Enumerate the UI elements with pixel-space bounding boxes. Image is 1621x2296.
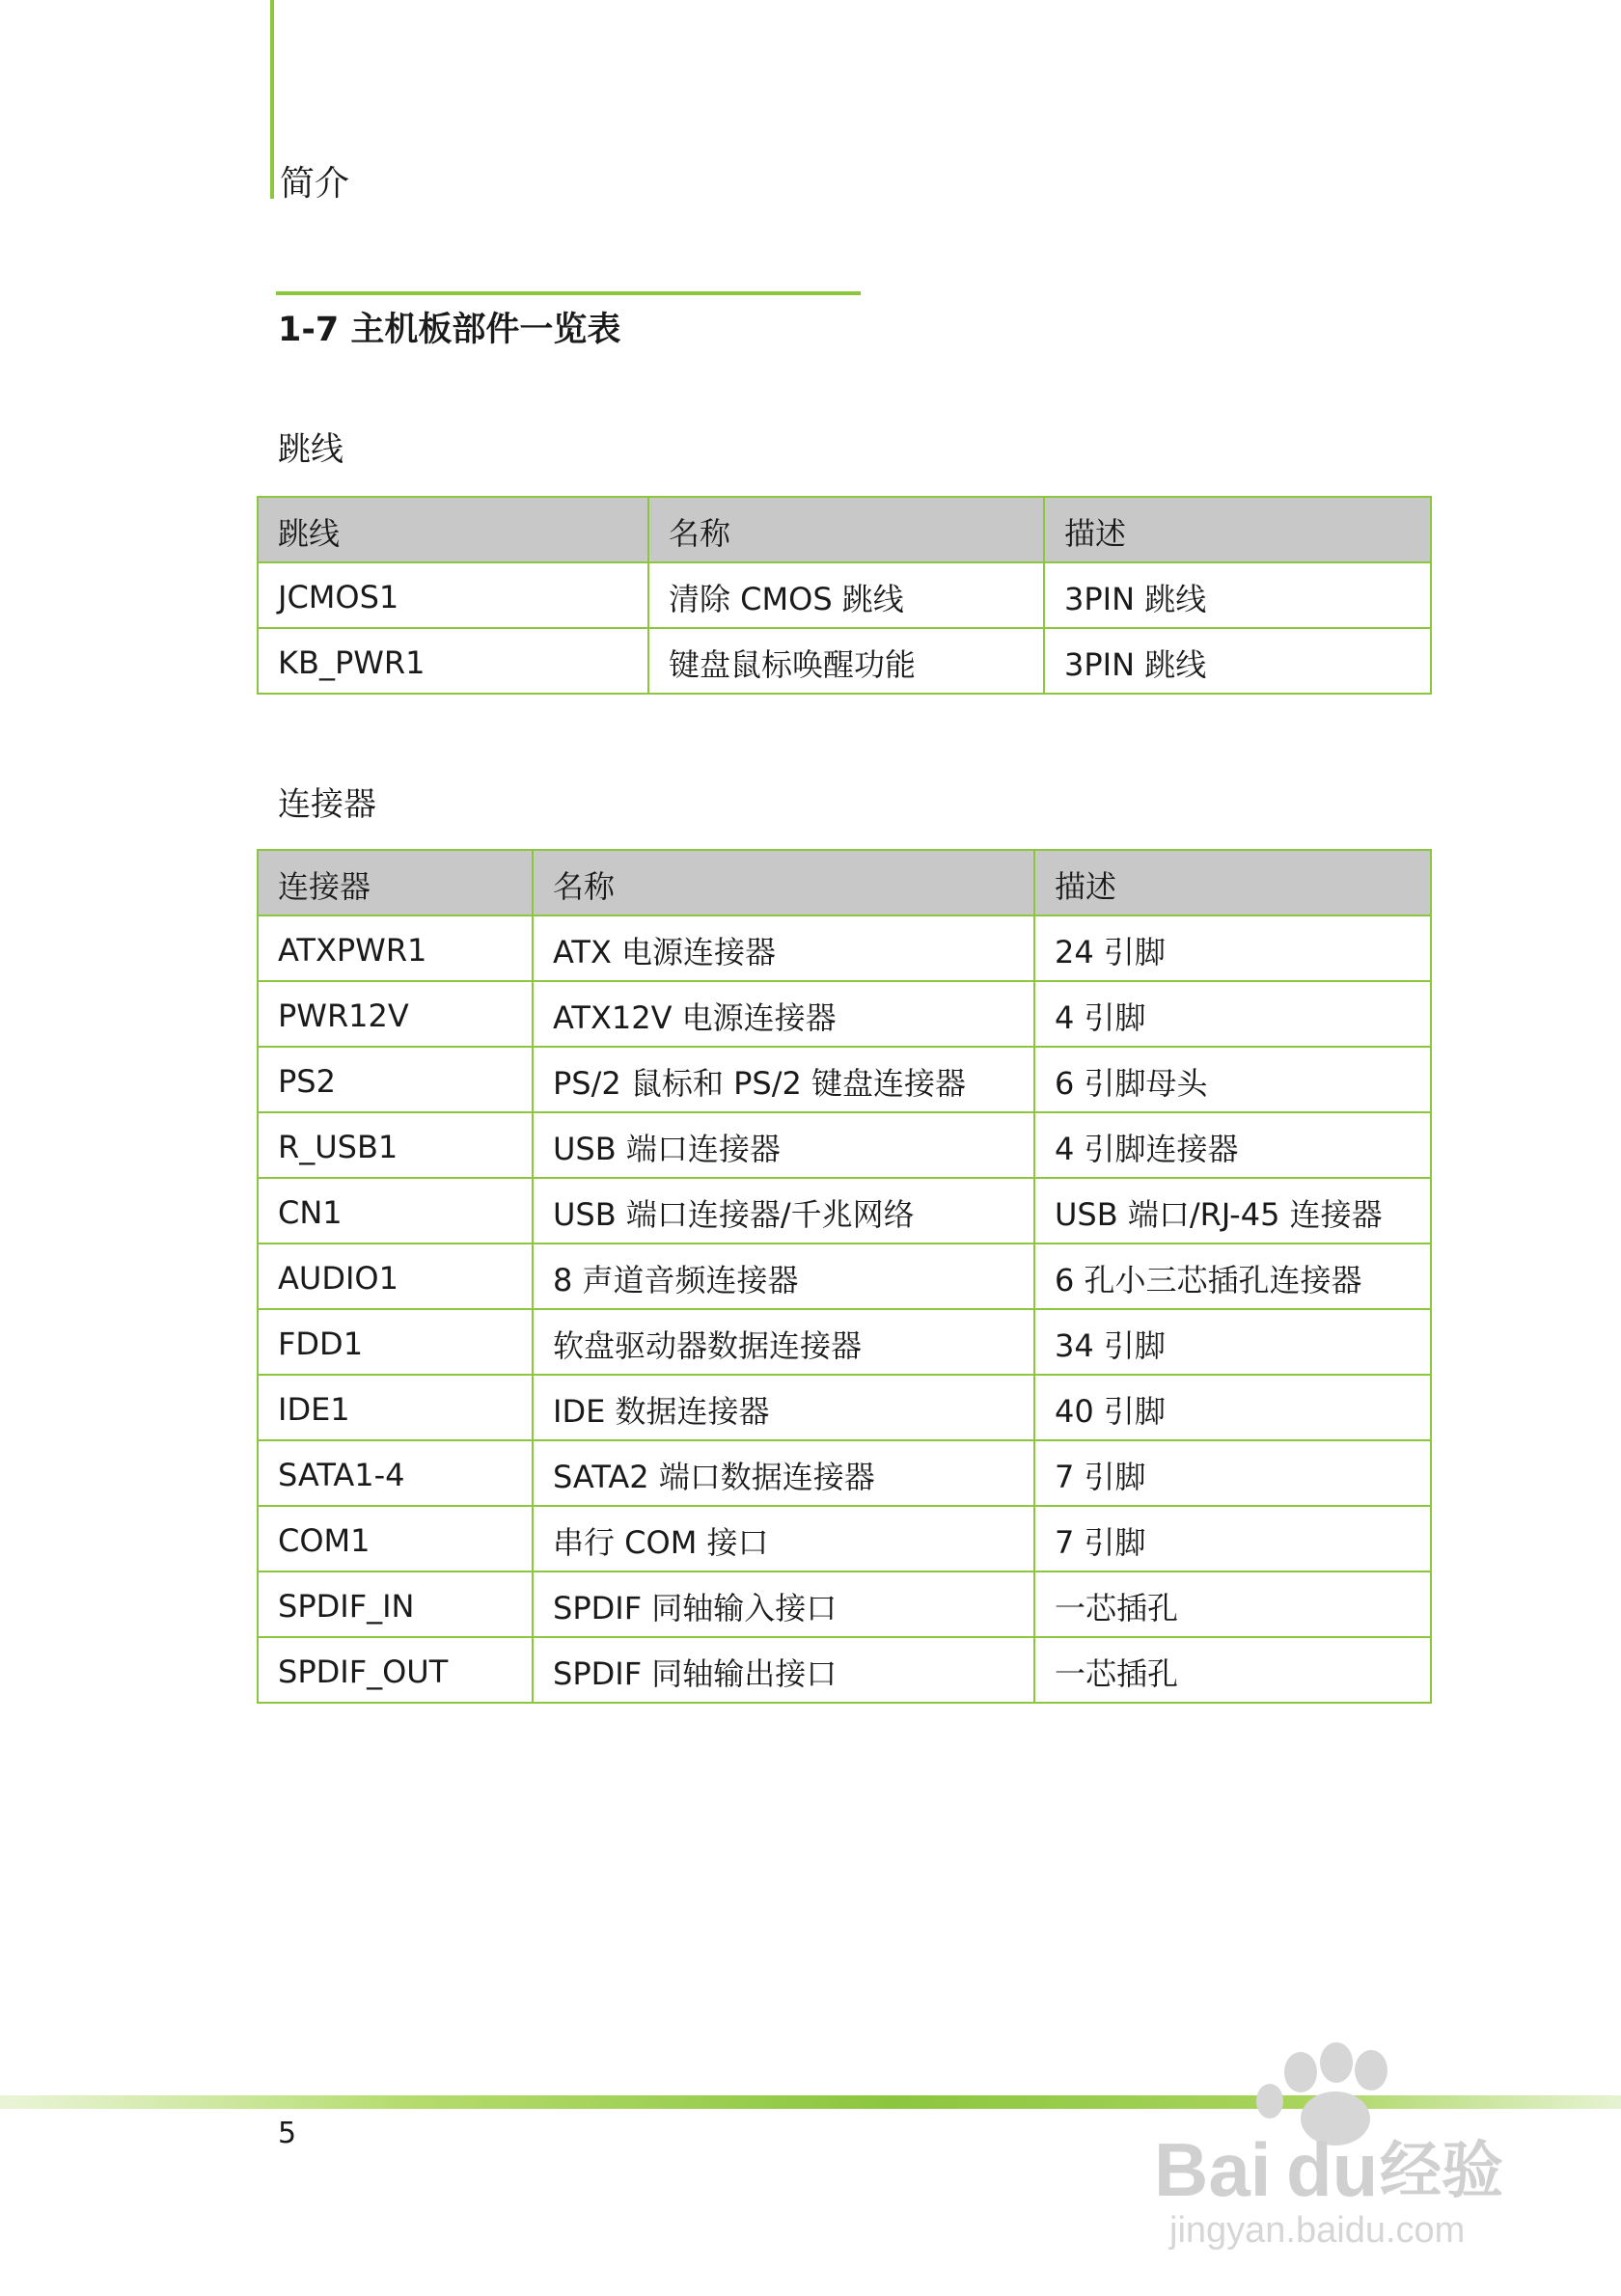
jumpers-table xyxy=(257,496,1432,695)
table-row xyxy=(258,628,1431,694)
table-cell: PS/2 鼠标和 PS/2 键盘连接器 xyxy=(533,1047,1034,1112)
table-cell: USB 端口连接器/千兆网络 xyxy=(533,1178,1034,1244)
table-row xyxy=(258,1637,1431,1703)
table-cell: USB 端口连接器 xyxy=(533,1112,1034,1178)
table-row xyxy=(258,1244,1431,1309)
side-accent-bar xyxy=(270,0,274,199)
table-cell: 24 引脚 xyxy=(1034,916,1431,981)
table-cell: COM1 xyxy=(258,1506,533,1572)
column-header: 描述 xyxy=(1044,497,1431,562)
table-cell: 40 引脚 xyxy=(1034,1375,1431,1440)
table-row xyxy=(258,1112,1431,1178)
table-row xyxy=(258,1309,1431,1375)
table-row xyxy=(258,1178,1431,1244)
table-cell: 一芯插孔 xyxy=(1034,1637,1431,1703)
column-header: 跳线 xyxy=(258,497,648,562)
table-cell: 键盘鼠标唤醒功能 xyxy=(648,628,1044,694)
table-cell: CN1 xyxy=(258,1178,533,1244)
table-cell: ATX 电源连接器 xyxy=(533,916,1034,981)
table-cell: JCMOS1 xyxy=(258,562,648,628)
table-header-row xyxy=(258,497,1431,562)
table-cell: 3PIN 跳线 xyxy=(1044,628,1431,694)
column-header: 名称 xyxy=(533,850,1034,916)
table-cell: 串行 COM 接口 xyxy=(533,1506,1034,1572)
table-cell: IDE1 xyxy=(258,1375,533,1440)
column-header: 名称 xyxy=(648,497,1044,562)
table-row xyxy=(258,1440,1431,1506)
table-cell: 7 引脚 xyxy=(1034,1506,1431,1572)
watermark-brand-suffix: du xyxy=(1286,2127,1379,2212)
column-header: 描述 xyxy=(1034,850,1431,916)
table-cell: 4 引脚连接器 xyxy=(1034,1112,1431,1178)
table-cell: 一芯插孔 xyxy=(1034,1572,1431,1637)
table-cell: ATXPWR1 xyxy=(258,916,533,981)
watermark-product: 经验 xyxy=(1380,2136,1503,2207)
table-cell: 软盘驱动器数据连接器 xyxy=(533,1309,1034,1375)
column-header: 连接器 xyxy=(258,850,533,916)
table-cell: 7 引脚 xyxy=(1034,1440,1431,1506)
table-cell: AUDIO1 xyxy=(258,1244,533,1309)
jumpers-heading: 跳线 xyxy=(278,430,343,469)
table-cell: FDD1 xyxy=(258,1309,533,1375)
table-cell: 清除 CMOS 跳线 xyxy=(648,562,1044,628)
table-cell: SPDIF 同轴输入接口 xyxy=(533,1572,1034,1637)
table-cell: PWR12V xyxy=(258,981,533,1047)
section-title: 1-7 主机板部件一览表 xyxy=(278,311,621,349)
table-cell: PS2 xyxy=(258,1047,533,1112)
table-row xyxy=(258,981,1431,1047)
table-cell: USB 端口/RJ-45 连接器 xyxy=(1034,1178,1431,1244)
table-cell: KB_PWR1 xyxy=(258,628,648,694)
table-cell: 8 声道音频连接器 xyxy=(533,1244,1034,1309)
table-row xyxy=(258,1572,1431,1637)
table-header-row xyxy=(258,850,1431,916)
table-row xyxy=(258,562,1431,628)
table-row xyxy=(258,1047,1431,1112)
table-row xyxy=(258,1375,1431,1440)
chapter-label: 简介 xyxy=(280,164,350,204)
baidu-jingyan-watermark xyxy=(1146,2026,1552,2257)
watermark-url: jingyan.baidu.com xyxy=(1169,2210,1466,2251)
table-cell: 34 引脚 xyxy=(1034,1309,1431,1375)
connectors-heading: 连接器 xyxy=(278,785,376,824)
table-cell: SATA2 端口数据连接器 xyxy=(533,1440,1034,1506)
table-cell: 4 引脚 xyxy=(1034,981,1431,1047)
table-cell: SPDIF_IN xyxy=(258,1572,533,1637)
table-cell: SATA1-4 xyxy=(258,1440,533,1506)
table-row xyxy=(258,916,1431,981)
table-cell: 6 孔小三芯插孔连接器 xyxy=(1034,1244,1431,1309)
page-number: 5 xyxy=(278,2117,297,2150)
table-cell: ATX12V 电源连接器 xyxy=(533,981,1034,1047)
table-cell: IDE 数据连接器 xyxy=(533,1375,1034,1440)
table-row xyxy=(258,1506,1431,1572)
table-cell: 3PIN 跳线 xyxy=(1044,562,1431,628)
watermark-brand: Bai xyxy=(1154,2127,1272,2212)
section-rule xyxy=(276,291,861,295)
table-cell: SPDIF 同轴输出接口 xyxy=(533,1637,1034,1703)
table-cell: SPDIF_OUT xyxy=(258,1637,533,1703)
table-cell: 6 引脚母头 xyxy=(1034,1047,1431,1112)
connectors-table xyxy=(257,849,1432,1704)
table-cell: R_USB1 xyxy=(258,1112,533,1178)
